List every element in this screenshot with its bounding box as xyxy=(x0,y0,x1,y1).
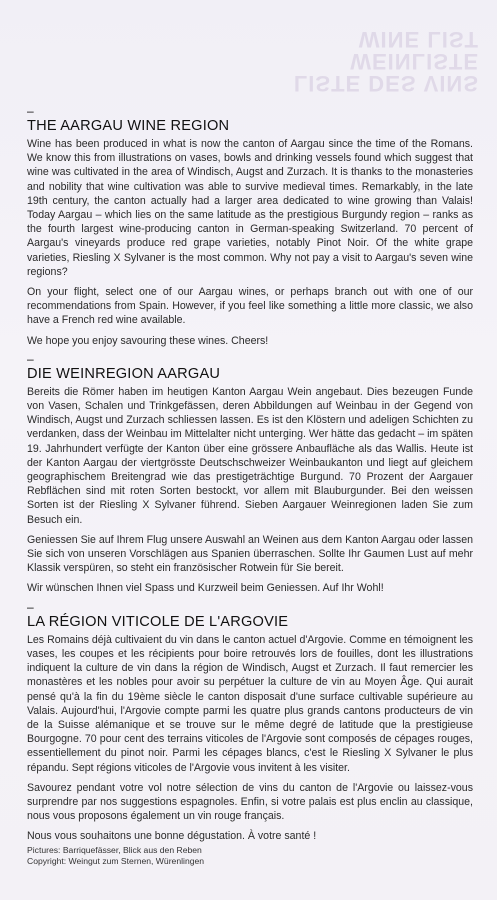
text-content xyxy=(27,106,473,850)
section-dash: – xyxy=(27,351,34,366)
paragraph: Wine has been produced in what is now the canton of Aargau since the time of the Romans. We know this from illustrations on vases, bowls and drinking vessels found which suggest that wine was cultivated in the area of Windisch, Augst and Zurzach. It is thanks to the monasteries and nobility that wine cultivation was able to survive medieval times. Remarkably, in the late 19th century, the canton actually had a larger area dedicated to wine growing than Valais! Today Aargau – which lies on the same latitude as the prestigious Burgundy region – ranks as the fourth largest wine-producing canton in German-speaking Switzerland. 70 percent of Aargau's vineyards produce red grape varieties, notably Pinot Noir. Of the white grape varieties, Riesling X Sylvaner is the most common. Why not pay a visit to Aargau's seven wine regions? xyxy=(27,138,473,278)
copyright-credit: Copyright: Weingut zum Sternen, Würenlingen xyxy=(27,856,205,866)
photo-credits xyxy=(27,845,204,867)
section-dash: – xyxy=(27,599,34,614)
paragraph: We hope you enjoy savouring these wines. Cheers! xyxy=(27,334,269,347)
show-through-heading: LISTE DES VINS WEINLISTE WINE LIST xyxy=(293,27,479,96)
paragraph: On your flight, select one of our Aargau wines, or perhaps branch out with one of our recommendations from Spain. However, if you feel like something a little more classic, we also have a French red wine available. xyxy=(27,286,473,327)
paragraph: Les Romains déjà cultivaient du vin dans le canton actuel d'Argovie. Comme en témoignent les vases, les coupes et les récipients pour boire retrouvés lors de fouilles, dont les illustrations indiquent la culture de vin dans la région de Windisch, Augst et Zurzach. Il faut remercier les monastères et les nobles pour avoir su perpétuer la culture de vin au Moyen Âge. Qui aurait pensé qu'à la fin du 19ème siècle le canton disposait d'une surface cultivable supérieure au Valais. Aujourd'hui, l'Argovie compte parmi les quatre plus grands cantons producteurs de vin de la Suisse alémanique et se trouve sur le même degré de latitude que la prestigieuse Bourgogne. 70 pour cent des terrains viticoles de l'Argovie sont composés de cépages rouges, essentiellement du pinot noir. Parmi les cépages blancs, c'est le Riesling X Sylvaner le plus répandu. Sept régions viticoles de l'Argovie vous invitent à les visiter. xyxy=(27,633,473,774)
section-english xyxy=(27,106,473,348)
section-french xyxy=(27,599,473,844)
paragraph: Wir wünschen Ihnen viel Spass und Kurzweil beim Geniessen. Auf Ihr Wohl! xyxy=(27,582,384,595)
section-title: LA RÉGION VITICOLE DE L'ARGOVIE xyxy=(27,613,289,630)
section-title: DIE WEINREGION AARGAU xyxy=(27,365,221,382)
paragraph: Bereits die Römer haben im heutigen Kanton Aargau Wein angebaut. Dies bezeugen Funde von Vasen, Schalen und Trinkgefässen, deren Abbildungen auf Weinbau in der Gegend von Windisch, Augst und Zurzach schliessen lassen. Es ist den Klöstern und adeligen Schichten zu verdanken, dass der Weinbau im Mittelalter nicht unterging. Wer hätte das gedacht – im späten 19. Jahrhundert verfügte der Kanton über eine grössere Anbaufläche als das Wallis. Heute ist der Kanton Aargau der viertgrösste Deutschschweizer Weinbaukanton und liegt auf gleichem geographischem Breitengrad wie das prestigeträchtige Burgund. 70 Prozent der Aargauer Rebflächen sind mit roten Sorten bestockt, vor allem mit Blauburgunder. Bei den weissen Sorten ist der Riesling X Sylvaner führend. Sieben Aargauer Weinregionen laden Sie zum Besuch ein. xyxy=(27,385,473,526)
paragraph: Savourez pendant votre vol notre sélection de vins du canton de l'Argovie ou laissez-vous surprendre par nos suggestions espagnoles. Enfin, si votre palais est plus enclin au classique, nous vous proposons également un vin rouge français. xyxy=(27,781,473,823)
paragraph: Nous vous souhaitons une bonne dégustation. À votre santé ! xyxy=(27,830,317,843)
section-title: THE AARGAU WINE REGION xyxy=(27,118,230,134)
section-german xyxy=(27,351,473,596)
paragraph: Geniessen Sie auf Ihrem Flug unsere Auswahl an Weinen aus dem Kanton Aargau oder lassen Sie sich von unseren Vorschlägen aus Spanien überraschen. Sollte Ihr Gaumen Lust auf mehr Klassik verspüren, so steht ein französischer Rotwein für Sie bereit. xyxy=(27,533,473,575)
pictures-credit: Pictures: Barriquefässer, Blick aus den Reben xyxy=(27,845,202,855)
section-dash: – xyxy=(27,104,34,118)
